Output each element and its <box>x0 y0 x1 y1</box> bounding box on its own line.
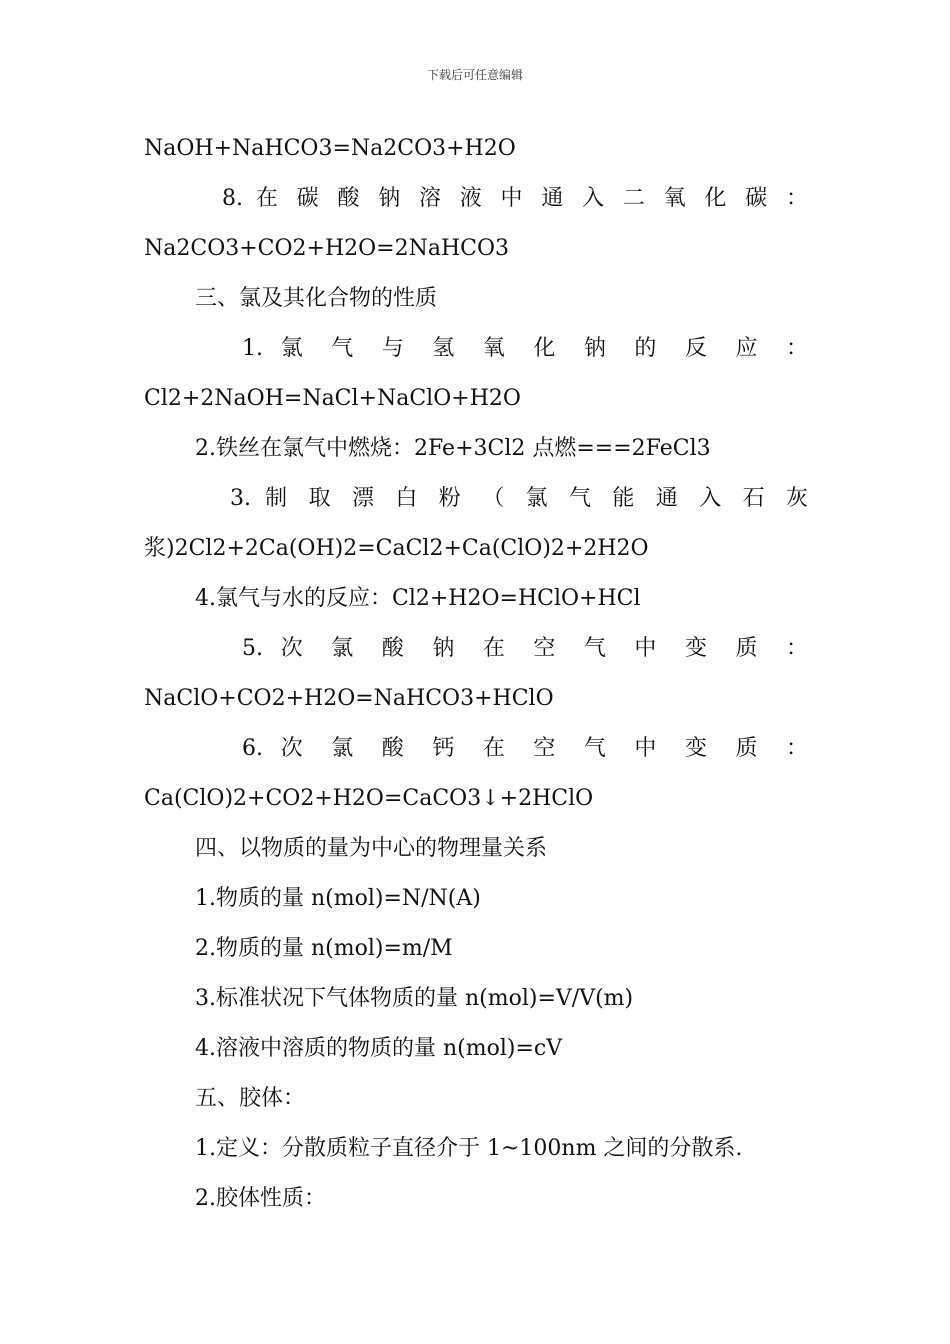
section-heading-mole: 四、以物质的量为中心的物理量关系 <box>195 836 548 861</box>
text-line-21: 1.定义：分散质粒子直径介于 1~100nm 之间的分散系. <box>195 1136 743 1161</box>
text-line-9: 浆)2Cl2+2Ca(OH)2=CaCl2+Ca(ClO)2+2H2O <box>144 536 649 561</box>
text-line-18: 3.标准状况下气体物质的量 n(mol)=V/V(m) <box>195 986 634 1011</box>
text-line-19: 4.溶液中溶质的物质的量 n(mol)=cV <box>195 1036 563 1061</box>
header-note: 下载后可任意编辑 <box>426 68 523 82</box>
text-line-17: 2.物质的量 n(mol)=m/M <box>195 936 453 961</box>
text-line-14: Ca(ClO)2+CO2+H2O=CaCO3↓+2HClO <box>144 786 594 811</box>
text-line-11: 5. 次 氯 酸 钠 在 空 气 中 变 质 ： <box>242 636 808 661</box>
text-line-2: 8. 在 碳 酸 钠 溶 液 中 通 入 二 氧 化 碳 ： <box>222 186 808 211</box>
text-line-16: 1.物质的量 n(mol)=N/N(A) <box>195 886 481 911</box>
text-line-10: 4.氯气与水的反应：Cl2+H2O=HClO+HCl <box>195 586 641 611</box>
text-line-12: NaClO+CO2+H2O=NaHCO3+HClO <box>144 686 554 711</box>
section-heading-colloid: 五、胶体： <box>195 1086 306 1111</box>
section-heading-chlorine: 三、氯及其化合物的性质 <box>195 286 438 311</box>
text-line-3: Na2CO3+CO2+H2O=2NaHCO3 <box>144 236 510 261</box>
text-line-22: 2.胶体性质： <box>195 1186 326 1211</box>
text-line-7: 2.铁丝在氯气中燃烧：2Fe+3Cl2 点燃===2FeCl3 <box>195 436 711 461</box>
text-line-1: NaOH+NaHCO3=Na2CO3+H2O <box>144 136 516 161</box>
text-line-5: 1. 氯 气 与 氢 氧 化 钠 的 反 应 ： <box>242 336 808 361</box>
text-line-6: Cl2+2NaOH=NaCl+NaClO+H2O <box>144 386 521 411</box>
text-line-13: 6. 次 氯 酸 钙 在 空 气 中 变 质 ： <box>242 736 808 761</box>
text-line-8: 3. 制 取 漂 白 粉 （ 氯 气 能 通 入 石 灰 <box>230 486 808 511</box>
